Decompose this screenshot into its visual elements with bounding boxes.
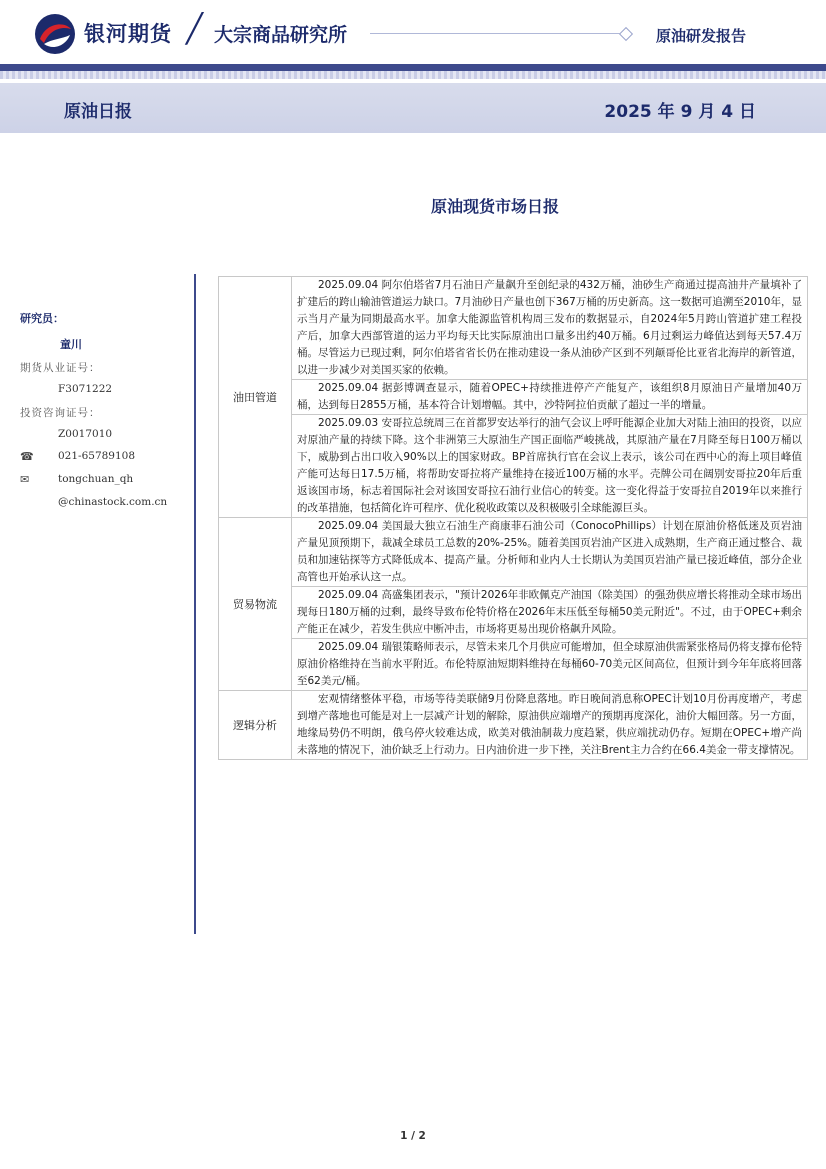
header-stripe-pattern (0, 71, 826, 79)
consult-number: Z0017010 (58, 428, 113, 440)
news-paragraph: 2025.09.04 瑞银策略师表示，尽管未来几个月供应可能增加，但全球原油供需紧张格局仍将支撑布伦特原油价格维持在当前水平附近。布伦特原油短期料维持在每桶60-70美元区间高位，但预计到今年年底将回落至62美元/桶。 (292, 639, 808, 691)
researcher-name: 童川 (60, 338, 82, 351)
news-paragraph: 2025.09.04 美国最大独立石油生产商康菲石油公司（ConocoPhillips）计划在原油价格低迷及页岩油产量见顶预期下，裁减全球员工总数的20%-25%。随着美国页岩油产区进入成熟期，生产商正通过整合、裁员和加速钻探等方式降低成本、提高产量。分析师和业内人士长期认为美国页岩油产量已接近峰值，部分企业高管也开始承认这一点。 (292, 518, 808, 587)
institute-name: 大宗商品研究所 (214, 24, 348, 46)
researcher-sidebar (20, 310, 190, 518)
galaxy-logo-icon (34, 13, 76, 55)
report-type: 原油研发报告 (656, 27, 747, 45)
table-row (219, 415, 808, 518)
category-oilfield: 油田管道 (219, 277, 292, 518)
news-paragraph: 宏观情绪整体平稳，市场等待美联储9月份降息落地。昨日晚间消息称OPEC计划10月份再度增产，考虑到增产落地也可能是对上一层减产计划的解除，原油供应端增产的预期再度深化，油价大幅回落。另一方面，地缘局势仍不明朗，俄乌停火较难达成，欧美对俄油制裁力度趋紧，供应端扰动仍存。短期在OPEC+增产尚未落地的情况下，油价缺乏上行动力。日内油价进一步下挫，关注Brent主力合约在66.4美金一带支撑情况。 (292, 691, 808, 760)
page-title: 原油现货市场日报 (430, 197, 559, 216)
news-paragraph: 2025.09.04 据彭博调查显示，随着OPEC+持续推进停产产能复产，该组织8月原油日产量增加40万桶，达到每日2855万桶，基本符合计划增幅。其中，沙特阿拉伯贡献了超过一半的增量。 (292, 380, 808, 415)
table-row (219, 691, 808, 760)
table-row (219, 518, 808, 587)
diamond-icon (619, 27, 633, 41)
report-date: 2025 年 9 月 4 日 (604, 102, 756, 122)
page-number: 1 / 2 (400, 1130, 426, 1142)
header-divider: ╱ (186, 12, 203, 45)
daily-title: 原油日报 (64, 102, 132, 122)
news-paragraph: 2025.09.04 阿尔伯塔省7月石油日产量飙升至创纪录的432万桶，油砂生产商通过提高油井产量填补了扩建后的跨山输油管道运力缺口。7月油砂日产量也创下367万桶的历史新高。这一数据可追溯至2010年，显示当月产量为同期最高水平。加拿大能源监管机构周三发布的数据显示，自2024年5月跨山管道扩建工程投产后，加拿大西部管道的运力平均每天比实际原油出口量多出约40万桶。6月过剩运力峰值达到每天57.4万桶。尽管运力已现过剩，阿尔伯塔省省长仍在推动建设一条从油砂产区到不列颠哥伦比亚省北海岸的新管道，以进一步减少对美国买家的依赖。 (292, 277, 808, 380)
phone-icon: ☎ (20, 450, 34, 463)
header-line (370, 33, 620, 34)
category-logic: 逻辑分析 (219, 691, 292, 760)
table-row (219, 380, 808, 415)
news-table (218, 276, 808, 760)
consult-label: 投资咨询证号： (20, 407, 101, 419)
email-user[interactable]: tongchuan_qh (58, 473, 134, 485)
sidebar-divider (194, 274, 196, 934)
news-paragraph: 2025.09.03 安哥拉总统周三在首都罗安达举行的油气会议上呼吁能源企业加大对陆上油田的投资，以应对原油产量的持续下降。这个非洲第三大原油生产国正面临严峻挑战，其原油产量在7月降至每日100万桶以下，威胁到占出口收入90%以上的国家财政。BP首席执行官在会议上表示，该公司在西中心的海上项目峰值产能可达每日17.5万桶，将帮助安哥拉将产量维持在接近100万桶的水平。壳牌公司在阔别安哥拉20年后重返该国市场，标志着国际社会对该国安哥拉石油行业信心的转变。这一变化得益于安哥拉自2019年以来推行的改革措施，包括简化许可程序、优化税收政策以及积极吸引全球能源巨头。 (292, 415, 808, 518)
brand-name: 银河期货 (84, 22, 172, 46)
license-number: F3071222 (58, 383, 113, 395)
table-row (219, 639, 808, 691)
header-stripe (0, 64, 826, 71)
email-domain[interactable]: @chinastock.com.cn (58, 496, 168, 508)
researcher-label: 研究员： (20, 312, 64, 325)
table-row (219, 587, 808, 639)
license-label: 期货从业证号： (20, 362, 101, 374)
mail-icon: ✉ (20, 473, 30, 486)
news-paragraph: 2025.09.04 高盛集团表示，"预计2026年非欧佩克产油国（除美国）的强劲供应增长将推动全球市场出现每日180万桶的过剩，最终导致布伦特价格在2026年末压低至每桶50美元附近"。不过，由于OPEC+剩余产能正在减少，若发生供应中断冲击，市场将更易出现价格飙升风险。 (292, 587, 808, 639)
table-row (219, 277, 808, 380)
phone-number: 021-65789108 (58, 450, 136, 462)
category-trade: 贸易物流 (219, 518, 292, 691)
top-bar (0, 0, 826, 66)
